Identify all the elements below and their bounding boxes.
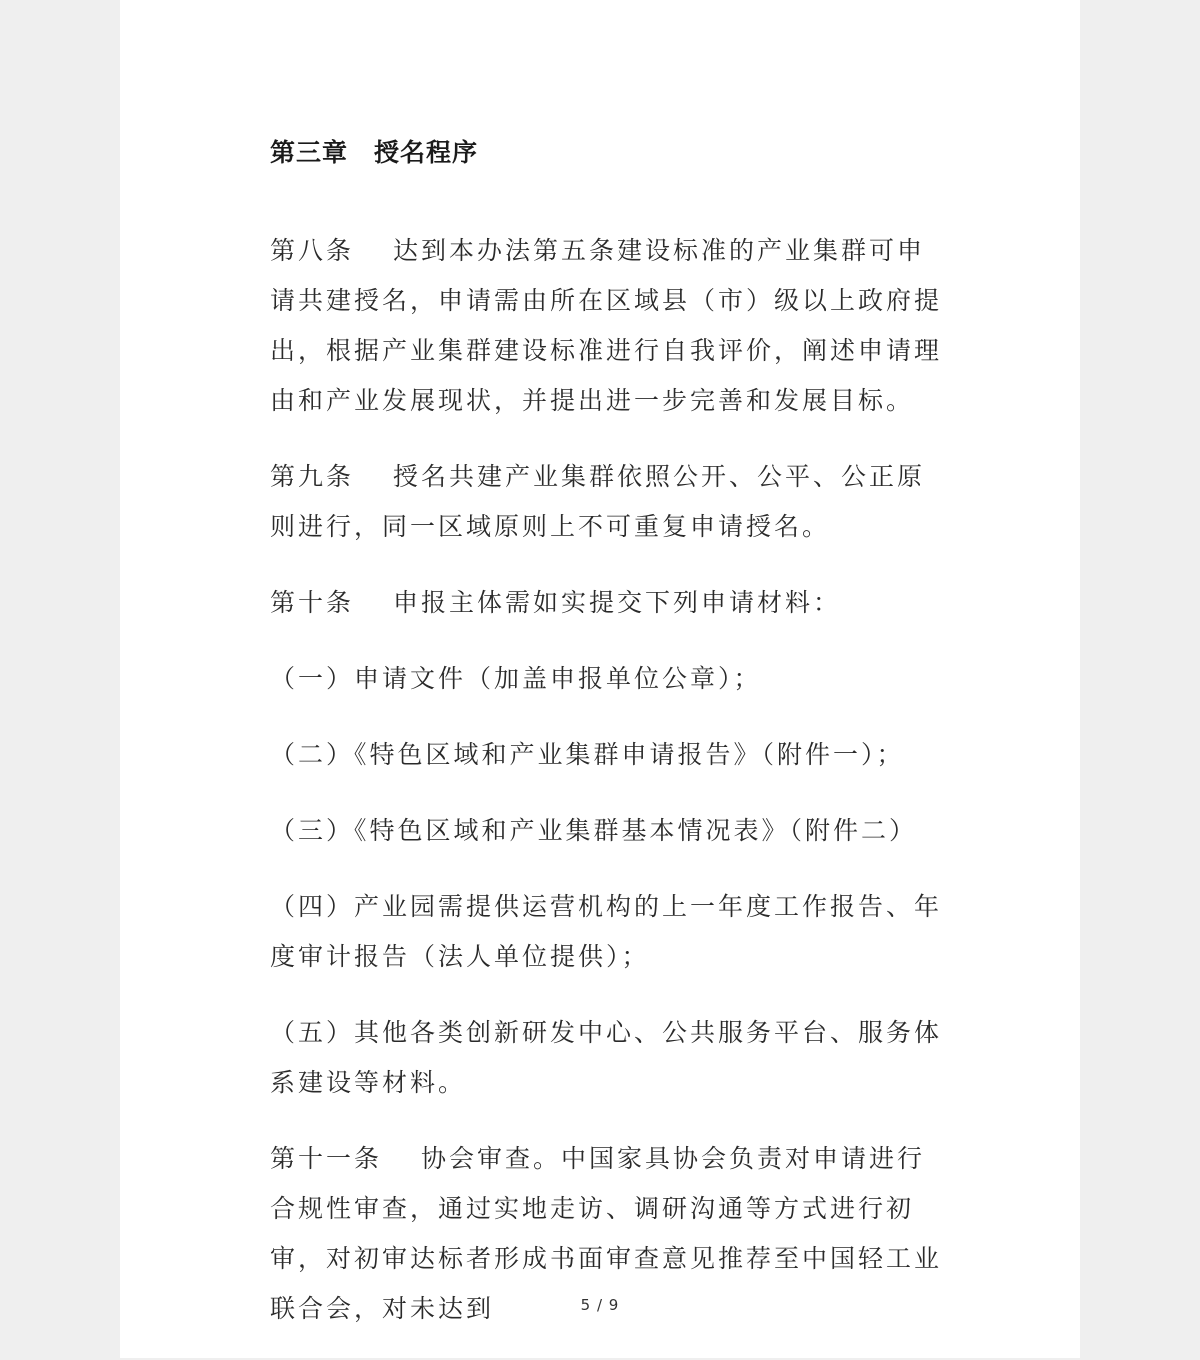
list-item: （四）产业园需提供运营机构的上一年度工作报告、年度审计报告（法人单位提供）； — [270, 892, 943, 971]
article-8 — [270, 226, 950, 426]
list-item: （三）《特色区域和产业集群基本情况表》（附件二） — [270, 816, 918, 845]
chapter-title: 第三章 授名程序 — [270, 138, 479, 167]
article-11-label: 第十一条 — [270, 1144, 383, 1173]
document-body — [270, 128, 950, 1360]
article-9-label: 第九条 — [270, 462, 355, 491]
article-9-text: 授名共建产业集群依照公开、公平、公正原则进行，同一区域原则上不可重复申请授名。 — [270, 462, 925, 541]
article-10 — [270, 578, 950, 628]
list-item: （一）申请文件（加盖申报单位公章）； — [270, 664, 762, 693]
article-8-label: 第八条 — [270, 236, 355, 265]
page-indicator: 5 / 9 — [580, 1296, 620, 1314]
article-10-label: 第十条 — [270, 588, 355, 617]
list-item: （二）《特色区域和产业集群申请报告》（附件一）； — [270, 740, 905, 769]
document-page — [120, 0, 1080, 1358]
article-9 — [270, 452, 950, 552]
article-8-text: 达到本办法第五条建设标准的产业集群可申请共建授名，申请需由所在区域县（市）级以上政府提出，根据产业集群建设标准进行自我评价，阐述申请理由和产业发展现状，并提出进一步完善和发展目标。 — [270, 236, 943, 415]
list-item: （五）其他各类创新研发中心、公共服务平台、服务体系建设等材料。 — [270, 1018, 943, 1097]
article-11-text: 协会审查。中国家具协会负责对申请进行合规性审查，通过实地走访、调研沟通等方式进行初审，对初审达标者形成书面审查意见推荐至中国轻工业联合会，对未达到 — [270, 1144, 943, 1323]
article-10-text: 申报主体需如实提交下列申请材料： — [392, 588, 841, 617]
